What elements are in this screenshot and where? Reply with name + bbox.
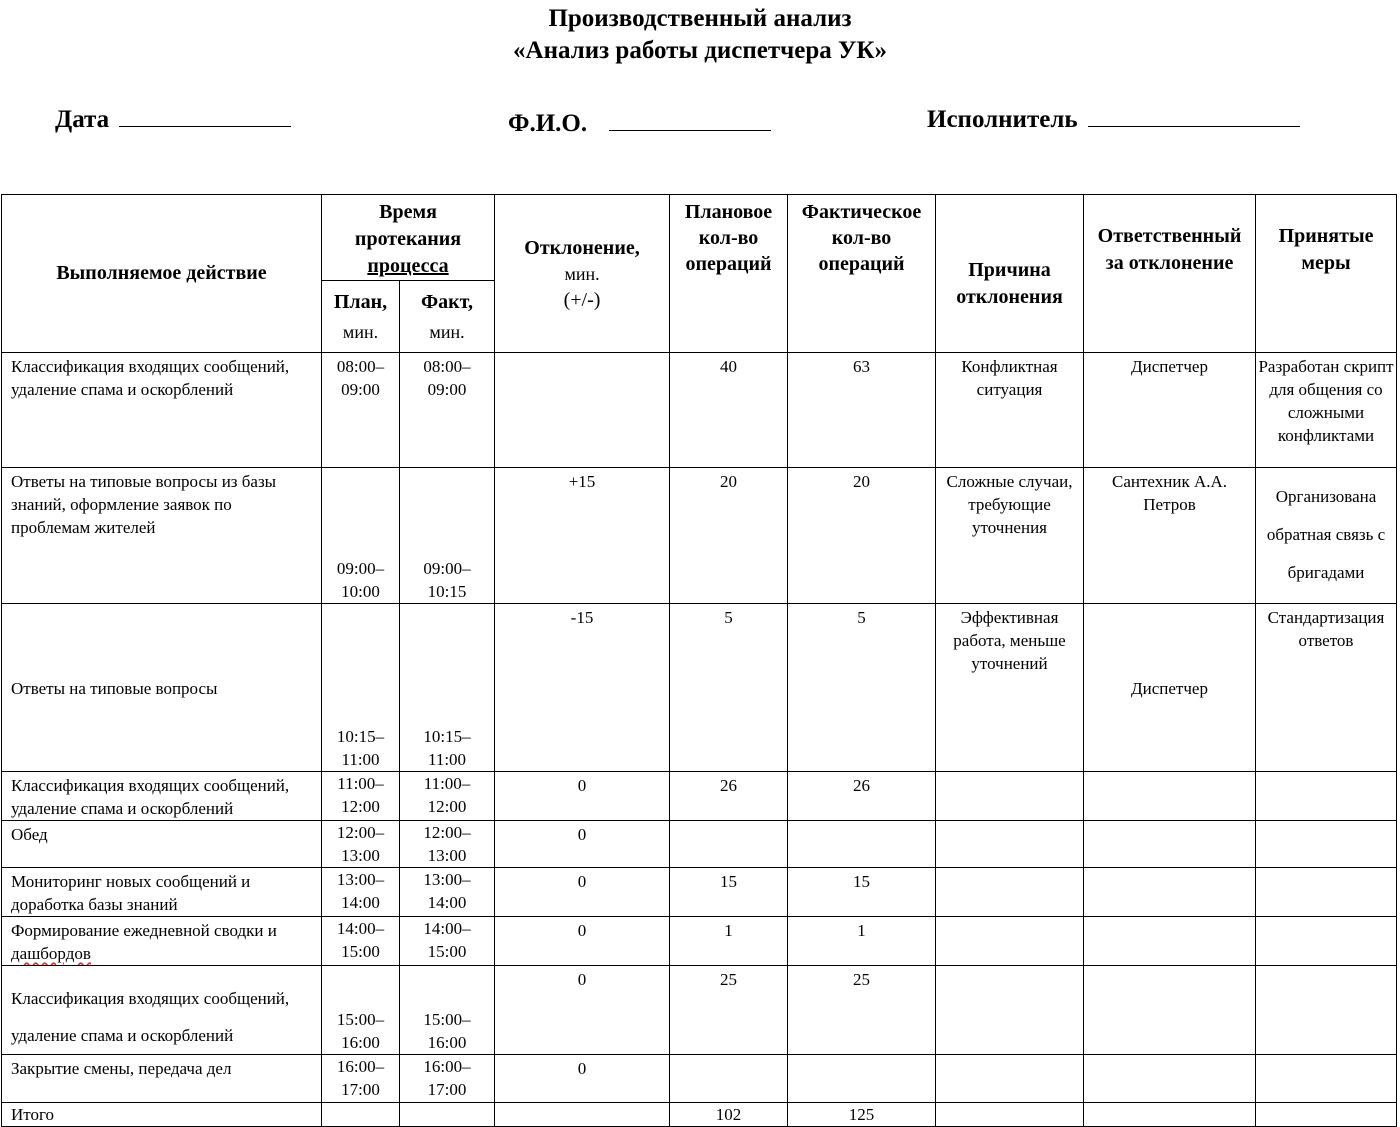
cell-plan-time: 09:00– 10:00 <box>322 468 400 604</box>
cell-measures: Стандартизация ответов <box>1256 604 1397 772</box>
cell-deviation: 0 <box>495 1055 670 1103</box>
cell-reason: Конфликтная ситуация <box>936 353 1084 468</box>
cell-measures <box>1256 772 1397 821</box>
cell-fact-time: 14:00– 15:00 <box>400 917 495 966</box>
cell-actual-ops: 5 <box>788 604 936 772</box>
cell-fact-time: 15:00– 16:00 <box>400 966 495 1055</box>
cell-responsible: Диспетчер <box>1084 604 1256 772</box>
date-field <box>55 100 291 136</box>
cell-responsible <box>1084 966 1256 1055</box>
cell-responsible <box>1084 868 1256 917</box>
cell-measures: Организована обратная связь с бригадами <box>1256 468 1397 604</box>
total-measures <box>1256 1103 1397 1127</box>
cell-planned-ops: 26 <box>670 772 788 821</box>
cell-fact-time: 10:15– 11:00 <box>400 604 495 772</box>
fio-blank-line <box>609 104 771 131</box>
header-measures: Принятые меры <box>1256 195 1397 353</box>
header-plan: План, мин. <box>322 281 400 353</box>
cell-planned-ops: 25 <box>670 966 788 1055</box>
cell-actual-ops: 25 <box>788 966 936 1055</box>
cell-actual-ops: 15 <box>788 868 936 917</box>
fio-label: Ф.И.О. <box>508 110 588 137</box>
cell-measures <box>1256 966 1397 1055</box>
cell-planned-ops: 5 <box>670 604 788 772</box>
cell-reason <box>936 917 1084 966</box>
cell-planned-ops: 15 <box>670 868 788 917</box>
total-fact-time <box>400 1103 495 1127</box>
cell-planned-ops: 20 <box>670 468 788 604</box>
cell-action: Формирование ежедневной сводки и дашбордов <box>2 917 322 966</box>
cell-deviation: 0 <box>495 966 670 1055</box>
table-row <box>2 353 1397 468</box>
cell-responsible: Диспетчер <box>1084 353 1256 468</box>
table-row <box>2 604 1397 772</box>
table-row <box>2 917 1397 966</box>
header-responsible: Ответственный за отклонение <box>1084 195 1256 353</box>
executor-field <box>927 100 1300 136</box>
table-row <box>2 468 1397 604</box>
cell-actual-ops <box>788 821 936 868</box>
cell-actual-ops <box>788 1055 936 1103</box>
document-title-line2: «Анализ работы диспетчера УК» <box>513 37 887 64</box>
header-actual-ops: Фактическое кол-во операций <box>788 195 936 353</box>
cell-plan-time: 12:00– 13:00 <box>322 821 400 868</box>
cell-reason <box>936 821 1084 868</box>
document-title-line1: Производственный анализ <box>548 5 852 32</box>
cell-action: Классификация входящих сообщений, удаление спама и оскорблений <box>2 772 322 821</box>
table-row <box>2 772 1397 821</box>
total-planned-ops: 102 <box>670 1103 788 1127</box>
table-row <box>2 821 1397 868</box>
cell-reason: Сложные случаи, требующие уточнения <box>936 468 1084 604</box>
date-label: Дата <box>55 106 110 133</box>
total-reason <box>936 1103 1084 1127</box>
cell-planned-ops: 1 <box>670 917 788 966</box>
analysis-table <box>1 194 1397 1127</box>
cell-deviation: 0 <box>495 821 670 868</box>
cell-plan-time: 10:15– 11:00 <box>322 604 400 772</box>
header-fact: Факт, мин. <box>400 281 495 353</box>
cell-action: Мониторинг новых сообщений и доработка базы знаний <box>2 868 322 917</box>
total-responsible <box>1084 1103 1256 1127</box>
total-plan-time <box>322 1103 400 1127</box>
cell-fact-time: 08:00– 09:00 <box>400 353 495 468</box>
header-planned-ops: Плановое кол-во операций <box>670 195 788 353</box>
cell-measures <box>1256 868 1397 917</box>
cell-responsible <box>1084 917 1256 966</box>
cell-actual-ops: 20 <box>788 468 936 604</box>
cell-deviation: +15 <box>495 468 670 604</box>
cell-plan-time: 15:00– 16:00 <box>322 966 400 1055</box>
cell-responsible <box>1084 772 1256 821</box>
cell-action: Классификация входящих сообщений, удаление спама и оскорблений <box>2 353 322 468</box>
cell-reason <box>936 1055 1084 1103</box>
cell-responsible <box>1084 821 1256 868</box>
executor-label: Исполнитель <box>927 106 1078 133</box>
table-row <box>2 966 1397 1055</box>
table-row <box>2 868 1397 917</box>
cell-deviation: 0 <box>495 868 670 917</box>
total-actual-ops: 125 <box>788 1103 936 1127</box>
cell-actual-ops: 1 <box>788 917 936 966</box>
cell-action: Закрытие смены, передача дел <box>2 1055 322 1103</box>
header-deviation: Отклонение, мин. (+/-) <box>495 195 670 353</box>
date-blank-line <box>119 100 291 127</box>
header-row-1 <box>2 195 1397 281</box>
cell-action: Ответы на типовые вопросы <box>2 604 322 772</box>
cell-planned-ops: 40 <box>670 353 788 468</box>
header-reason: Причина отклонения <box>936 195 1084 353</box>
cell-plan-time: 08:00– 09:00 <box>322 353 400 468</box>
total-deviation <box>495 1103 670 1127</box>
cell-responsible <box>1084 1055 1256 1103</box>
header-time-group: Время протекания процесса <box>322 195 495 281</box>
cell-fact-time: 11:00– 12:00 <box>400 772 495 821</box>
cell-measures: Разработан скрипт для общения со сложными конфликтами <box>1256 353 1397 468</box>
cell-actual-ops: 26 <box>788 772 936 821</box>
cell-fact-time: 12:00– 13:00 <box>400 821 495 868</box>
executor-blank-line <box>1088 100 1300 127</box>
total-row <box>2 1103 1397 1127</box>
cell-fact-time: 16:00– 17:00 <box>400 1055 495 1103</box>
cell-measures <box>1256 1055 1397 1103</box>
total-label: Итого <box>2 1103 322 1127</box>
cell-deviation: 0 <box>495 917 670 966</box>
cell-reason: Эффективная работа, меньше уточнений <box>936 604 1084 772</box>
cell-planned-ops <box>670 821 788 868</box>
cell-reason <box>936 966 1084 1055</box>
cell-actual-ops: 63 <box>788 353 936 468</box>
cell-reason <box>936 772 1084 821</box>
cell-measures <box>1256 917 1397 966</box>
cell-action: Обед <box>2 821 322 868</box>
cell-deviation: -15 <box>495 604 670 772</box>
table-row <box>2 1055 1397 1103</box>
fio-field <box>508 104 771 140</box>
cell-plan-time: 13:00– 14:00 <box>322 868 400 917</box>
cell-action: Ответы на типовые вопросы из базы знаний, оформление заявок по проблемам жителей <box>2 468 322 604</box>
cell-planned-ops <box>670 1055 788 1103</box>
cell-fact-time: 13:00– 14:00 <box>400 868 495 917</box>
cell-plan-time: 14:00– 15:00 <box>322 917 400 966</box>
cell-plan-time: 11:00– 12:00 <box>322 772 400 821</box>
cell-responsible: Сантехник А.А. Петров <box>1084 468 1256 604</box>
cell-action: Классификация входящих сообщений, удаление спама и оскорблений <box>2 966 322 1055</box>
cell-plan-time: 16:00– 17:00 <box>322 1055 400 1103</box>
cell-deviation <box>495 353 670 468</box>
cell-measures <box>1256 821 1397 868</box>
cell-fact-time: 09:00– 10:15 <box>400 468 495 604</box>
header-action: Выполняемое действие <box>2 195 322 353</box>
cell-reason <box>936 868 1084 917</box>
cell-deviation: 0 <box>495 772 670 821</box>
